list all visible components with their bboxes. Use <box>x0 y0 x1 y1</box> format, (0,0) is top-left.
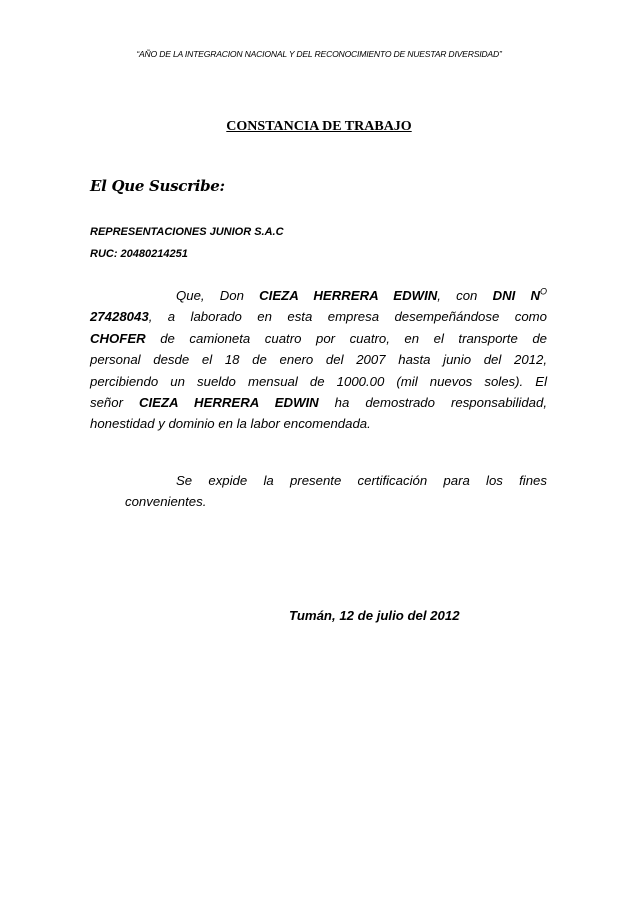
company-ruc: RUC: 20480214251 <box>90 248 188 260</box>
job-title: CHOFER <box>90 330 146 346</box>
body-text: Que, Don <box>176 288 260 303</box>
body-line-6 <box>90 392 547 413</box>
closing-paragraph <box>90 470 547 513</box>
place-date: Tumán, 12 de julio del 2012 <box>289 608 460 623</box>
body-line-5: percibiendo un sueldo mensual de 1000.00 (mil nuevos soles). El <box>90 373 547 389</box>
body-text: señor <box>90 395 139 411</box>
body-line-3 <box>90 328 547 349</box>
dni-number: 27428043 <box>90 309 149 325</box>
document-title: CONSTANCIA DE TRABAJO <box>226 119 412 134</box>
subscriber-label: El Que Suscribe: <box>90 177 225 195</box>
dni-label: DNI N <box>492 288 540 303</box>
employee-name: CIEZA HERRERA EDWIN <box>138 395 319 411</box>
company-name: REPRESENTACIONES JUNIOR S.A.C <box>90 226 284 238</box>
body-text: de camioneta cuatro por cuatro, en el transporte de <box>145 330 547 346</box>
header-motto: “AÑO DE LA INTEGRACION NACIONAL Y DEL RECONOCIMIENTO DE NUESTAR DIVERSIDAD” <box>136 49 502 59</box>
body-line-4: personal desde el 18 de enero del 2007 hasta junio del 2012, <box>90 352 547 368</box>
body-text: ha demostrado responsabilidad, <box>318 395 548 411</box>
dni-superscript: O <box>539 286 547 297</box>
body-line-7: honestidad y dominio en la labor encomendada. <box>90 416 371 432</box>
employee-name: CIEZA HERRERA EDWIN <box>259 288 438 303</box>
body-line-2 <box>90 306 547 327</box>
body-line-1 <box>90 285 547 306</box>
body-text: , a laborado en esta empresa desempeñándose como <box>148 309 547 325</box>
closing-line-1: Se expide la presente certificación para los fines <box>176 473 547 488</box>
body-text: , con <box>437 288 493 303</box>
certificate-body <box>90 285 547 435</box>
closing-line-2: convenientes. <box>125 494 207 510</box>
